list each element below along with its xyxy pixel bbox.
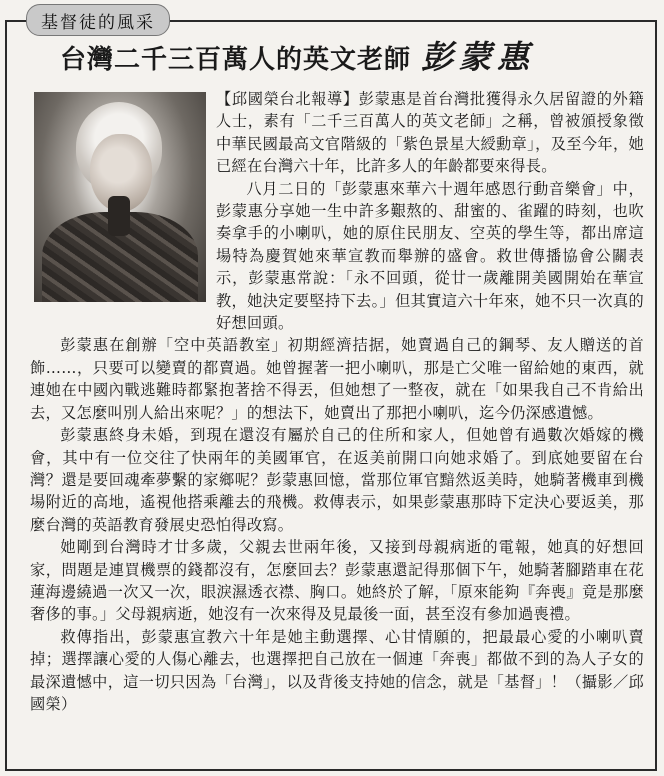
article-paragraph: 彭蒙惠在創辦「空中英語教室」初期經濟拮据，她賣過自己的鋼琴、友人贈送的首飾……，只要可以變賣的都賣過。她曾握著一把小喇叭，那是亡父唯一留給她的東西，就連她在中國內戰逃難時都緊抱著捨不得丟，但她想了一整夜，就在「如果我自己不肯給出去，又怎麼叫別人給出來呢？」的想法下，她賣出了那把小喇叭，迄今仍深感遺憾。 — [30, 336, 644, 422]
article-paragraph: 彭蒙惠終身未婚，到現在還沒有屬於自己的住所和家人，但她曾有過數次婚嫁的機會，其中有一位交往了快兩年的美國軍官，在返美前開口向她求婚了。到底她要留在台灣？還是要回魂牽夢繫的家鄉呢？彭蒙惠回憶，當那位軍官黯然返美時，她騎著機車到機場附近的高地，遙視他搭乘離去的飛機。救傳表示，如果彭蒙惠那時下定決心要返美，那麼台灣的英語教育發展史恐怕得改寫。 — [30, 426, 644, 534]
article-paragraph: 【邱國榮台北報導】彭蒙惠是首台灣批獲得永久居留證的外籍人士，素有「二千三百萬人的英文老師」之稱，曾被頒授象徵中華民國最高文官階級的「紫色景星大綬勳章」，及至今年，她已經在台灣六十年，比許多人的年齡都要來得長。 — [216, 90, 644, 176]
byline: 【邱國榮台北報導】 — [216, 90, 359, 108]
headline-main: 台灣二千三百萬人的英文老師 — [60, 45, 412, 75]
article-paragraph: 她剛到台灣時才廿多歲，父親去世兩年後，又接到母親病逝的電報，她真的好想回家，問題是連買機票的錢都沒有，怎麼回去？彭蒙惠還記得那個下午，她騎著腳踏車在花蓮海邊繞過一次又一次，眼淚濕透衣襟、胸口。她終於了解，「原來能夠『奔喪』竟是那麼奢侈的事。」父母親病逝，她沒有一次來得及見最後一面，甚至沒有參加過喪禮。 — [30, 538, 644, 624]
column-label: 基督徒的風采 — [41, 12, 155, 33]
article-paragraph: 八月二日的「彭蒙惠來華六十週年感恩行動音樂會」中，彭蒙惠分享她一生中許多艱熬的、甜蜜的、雀躍的時刻，也吹奏拿手的小喇叭，她的原住民朋友、空英的學生等，都出席這場特為慶賀她來華宣教而舉辦的盛會。救世傳播協會公關表示，彭蒙惠常說：「永不回頭，從廿一歲離開美國開始在華宣教，她決定要堅持下去。」但其實這六十年來，她不只一次真的好想回頭。 — [216, 179, 644, 333]
article-paragraph: 救傳指出，彭蒙惠宣教六十年是她主動選擇、心甘情願的，把最最心愛的小喇叭賣掉；選擇讓心愛的人傷心離去，也選擇把自己放在一個連「奔喪」都做不到的為人子女的最深遺憾中，這一切只因為「台灣」，以及背後支持她的信念，就是「基督」！（攝影／邱國榮） — [30, 627, 644, 713]
article-body — [30, 88, 644, 715]
headline-name: 彭蒙惠 — [421, 38, 536, 76]
headline — [60, 32, 640, 76]
photo-spacer — [30, 88, 216, 314]
